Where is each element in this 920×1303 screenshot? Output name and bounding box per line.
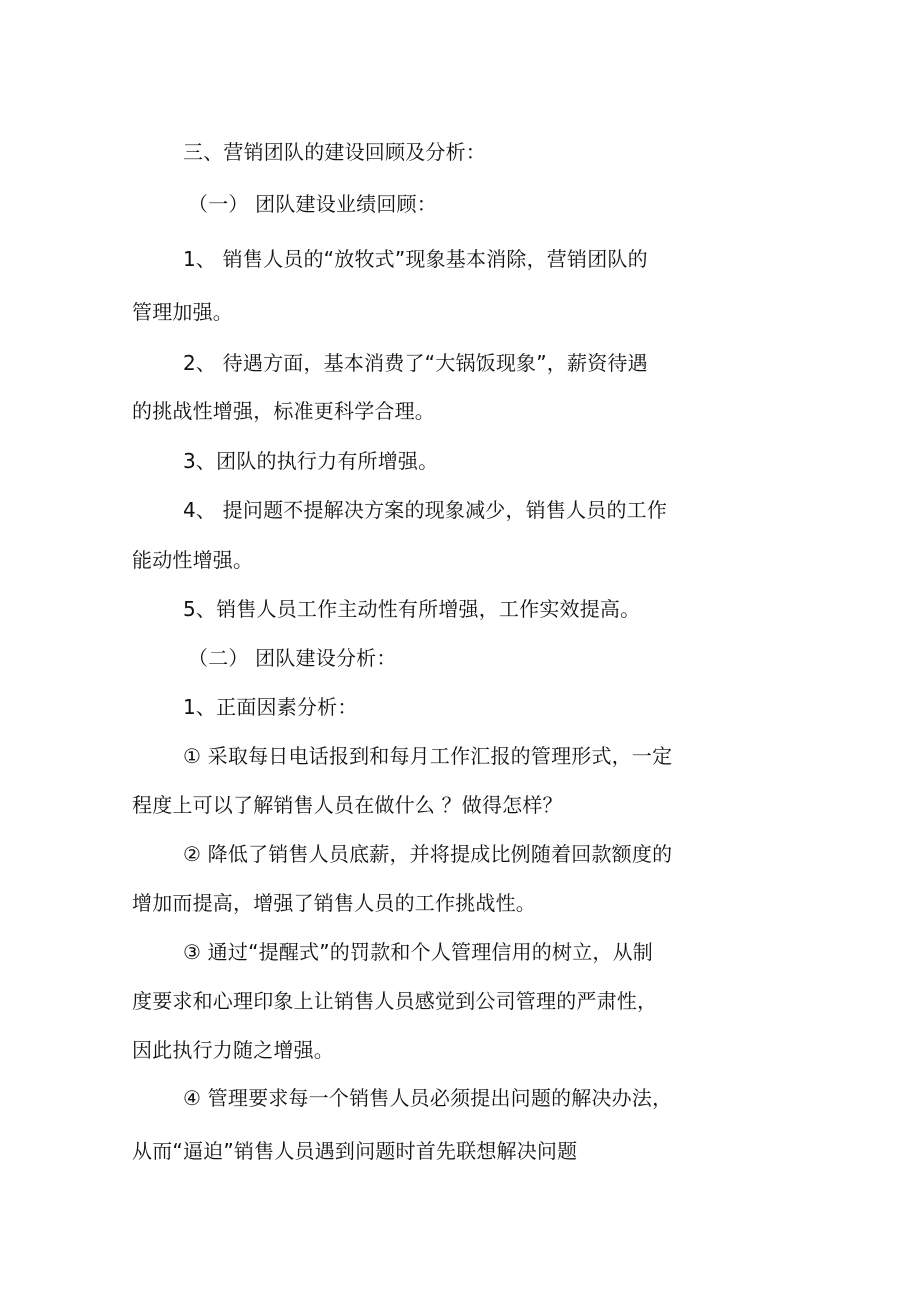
paragraph-line: 增加而提高，增强了销售人员的工作挑战性。 bbox=[132, 891, 536, 915]
subsection-heading-1: （一） 团队建设业绩回顾： bbox=[188, 192, 437, 216]
paragraph-line: ④ 管理要求每一个销售人员必须提出问题的解决办法， bbox=[183, 1086, 673, 1110]
subsection-heading-2: （二） 团队建设分析： bbox=[188, 646, 397, 670]
paragraph-line: ② 降低了销售人员底薪，并将提成比例随着回款额度的 bbox=[183, 842, 673, 866]
paragraph-line: 因此执行力随之增强。 bbox=[132, 1038, 334, 1062]
paragraph-line: 2、 待遇方面，基本消费了“大锅饭现象”，薪资待遇 bbox=[183, 351, 648, 375]
paragraph-line: 度要求和心理印象上让销售人员感觉到公司管理的严肃性， bbox=[132, 989, 658, 1013]
paragraph-line: 4、 提问题不提解决方案的现象减少，销售人员的工作 bbox=[183, 498, 668, 522]
section-heading: 三、营销团队的建设回顾及分析： bbox=[183, 140, 486, 164]
paragraph-line: 1、 销售人员的“放牧式”现象基本消除，营销团队的 bbox=[183, 247, 648, 271]
paragraph-line: 程度上可以了解销售人员在做什么 ？做得怎样？ bbox=[132, 793, 563, 817]
paragraph-line: ③ 通过“提醒式”的罚款和个人管理信用的树立，从制 bbox=[183, 940, 654, 964]
paragraph-line: 3、团队的执行力有所增强。 bbox=[183, 449, 439, 473]
paragraph-line: 管理加强。 bbox=[132, 300, 233, 324]
paragraph-line: 能动性增强。 bbox=[132, 548, 254, 572]
paragraph-line: 1、正面因素分析： bbox=[183, 695, 358, 719]
paragraph-line: ① 采取每日电话报到和每月工作汇报的管理形式，一定 bbox=[183, 744, 673, 768]
paragraph-line: 5、销售人员工作主动性有所增强，工作实效提高。 bbox=[183, 597, 641, 621]
paragraph-line: 的挑战性增强，标准更科学合理。 bbox=[132, 399, 435, 423]
paragraph-line: 从而“逼迫”销售人员遇到问题时首先联想解决问题 bbox=[132, 1139, 578, 1163]
